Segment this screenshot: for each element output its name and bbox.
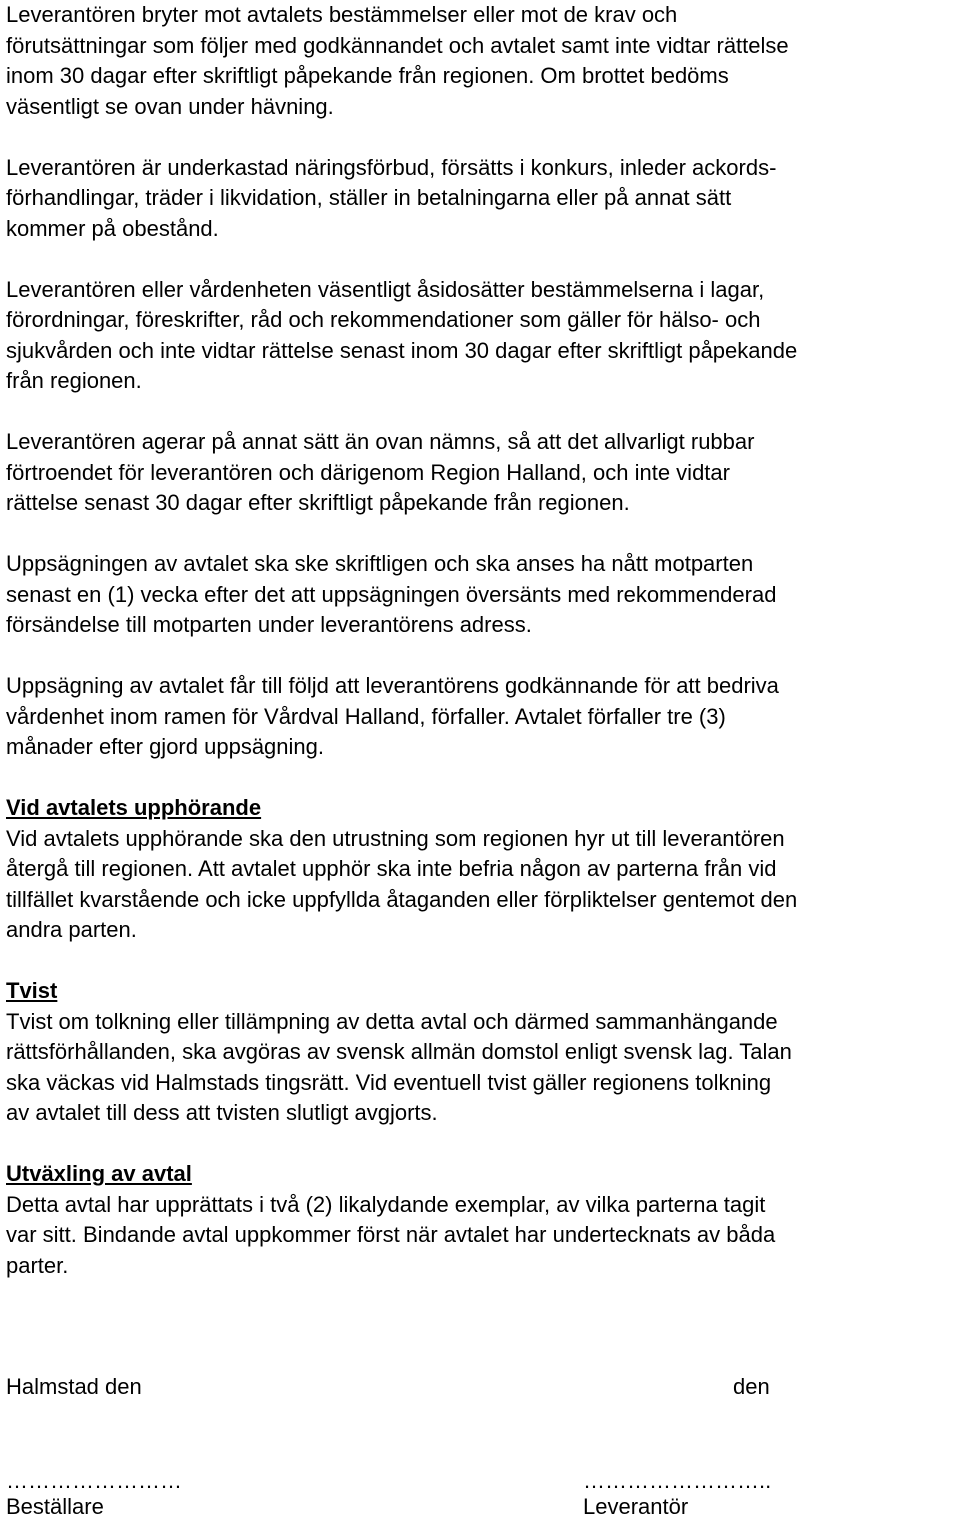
signature-place-left: Halmstad den — [6, 1374, 142, 1399]
section-dispute — [6, 976, 960, 1129]
paragraph-insolvency: Leverantören är underkastad näringsförbud, försätts i konkurs, inleder ackords- förhandlingar, träder i likvidation, ställer in betalningarna eller på annat sätt kommer på obestånd. — [6, 154, 777, 241]
signature-role-right: Leverantör — [583, 1494, 689, 1519]
section-text: Detta avtal har upprättats i två (2) likalydande exemplar, av vilka parterna tagit var sitt. Bindande avtal uppkommer först när avtalet har undertecknats av båda parter. — [6, 1191, 776, 1278]
section-termination — [6, 793, 960, 946]
paragraph-notice: Uppsägningen av avtalet ska ske skriftligen och ska anses ha nått motparten senast en (1) vecka efter det att uppsägningen översänts med rekommenderad försändelse till motparten under leverantörens adress. — [6, 551, 777, 637]
paragraph-breach: Leverantören bryter mot avtalets bestämmelser eller mot de krav och förutsättningar som följer med godkännandet och avtalet samt inte vidtar rättelse inom 30 dagar efter skriftligt påpekande från regionen. Om brottet bedöms väsentligt se ovan under hävning. — [6, 2, 789, 119]
signature-line-right: …………………….. — [583, 1468, 772, 1493]
paragraph-regulations: Leverantören eller vårdenheten väsentligt åsidosätter bestämmelserna i lagar, förordningar, föreskrifter, råd och rekommendationer som gäller för hälso- och sjukvården och inte vidtar rättelse senast inom 30 dagar efter skriftligt påpekande från regionen. — [6, 276, 798, 393]
signature-place-right: den — [733, 1374, 770, 1399]
section-exchange — [6, 1159, 960, 1281]
signature-line-left: …………………… — [6, 1468, 182, 1493]
section-heading: Tvist — [6, 978, 58, 1003]
section-heading: Utväxling av avtal — [6, 1161, 192, 1186]
section-heading: Vid avtalets upphörande — [6, 795, 262, 820]
document-page — [6, 0, 960, 1312]
section-text: Tvist om tolkning eller tillämpning av detta avtal och därmed sammanhängande rättsförhållanden, ska avgöras av svensk allmän domstol enligt svensk lag. Talan ska väckas vid Halmstads tingsrätt. Vid eventuell tvist gäller regionens tolkning av avtalet till dess att tvisten slutligt avgjorts. — [6, 1008, 792, 1125]
section-text: Vid avtalets upphörande ska den utrustning som regionen hyr ut till leverantören återgå till regionen. Att avtalet upphör ska inte befria någon av parterna från vid tillfället kvarstående och icke uppfyllda åtaganden eller förpliktelser gentemot den andra parten. — [6, 825, 798, 942]
signature-role-left: Beställare — [6, 1494, 104, 1519]
paragraph-consequence: Uppsägning av avtalet får till följd att leverantörens godkännande för att bedriva vårdenhet inom ramen för Vårdval Halland, förfaller. Avtalet förfaller tre (3) månader efter gjord uppsägning. — [6, 673, 779, 759]
paragraph-trust: Leverantören agerar på annat sätt än ovan nämns, så att det allvarligt rubbar förtroendet för leverantören och därigenom Region Halland, och inte vidtar rättelse senast 30 dagar efter skriftligt påpekande från regionen. — [6, 429, 755, 515]
